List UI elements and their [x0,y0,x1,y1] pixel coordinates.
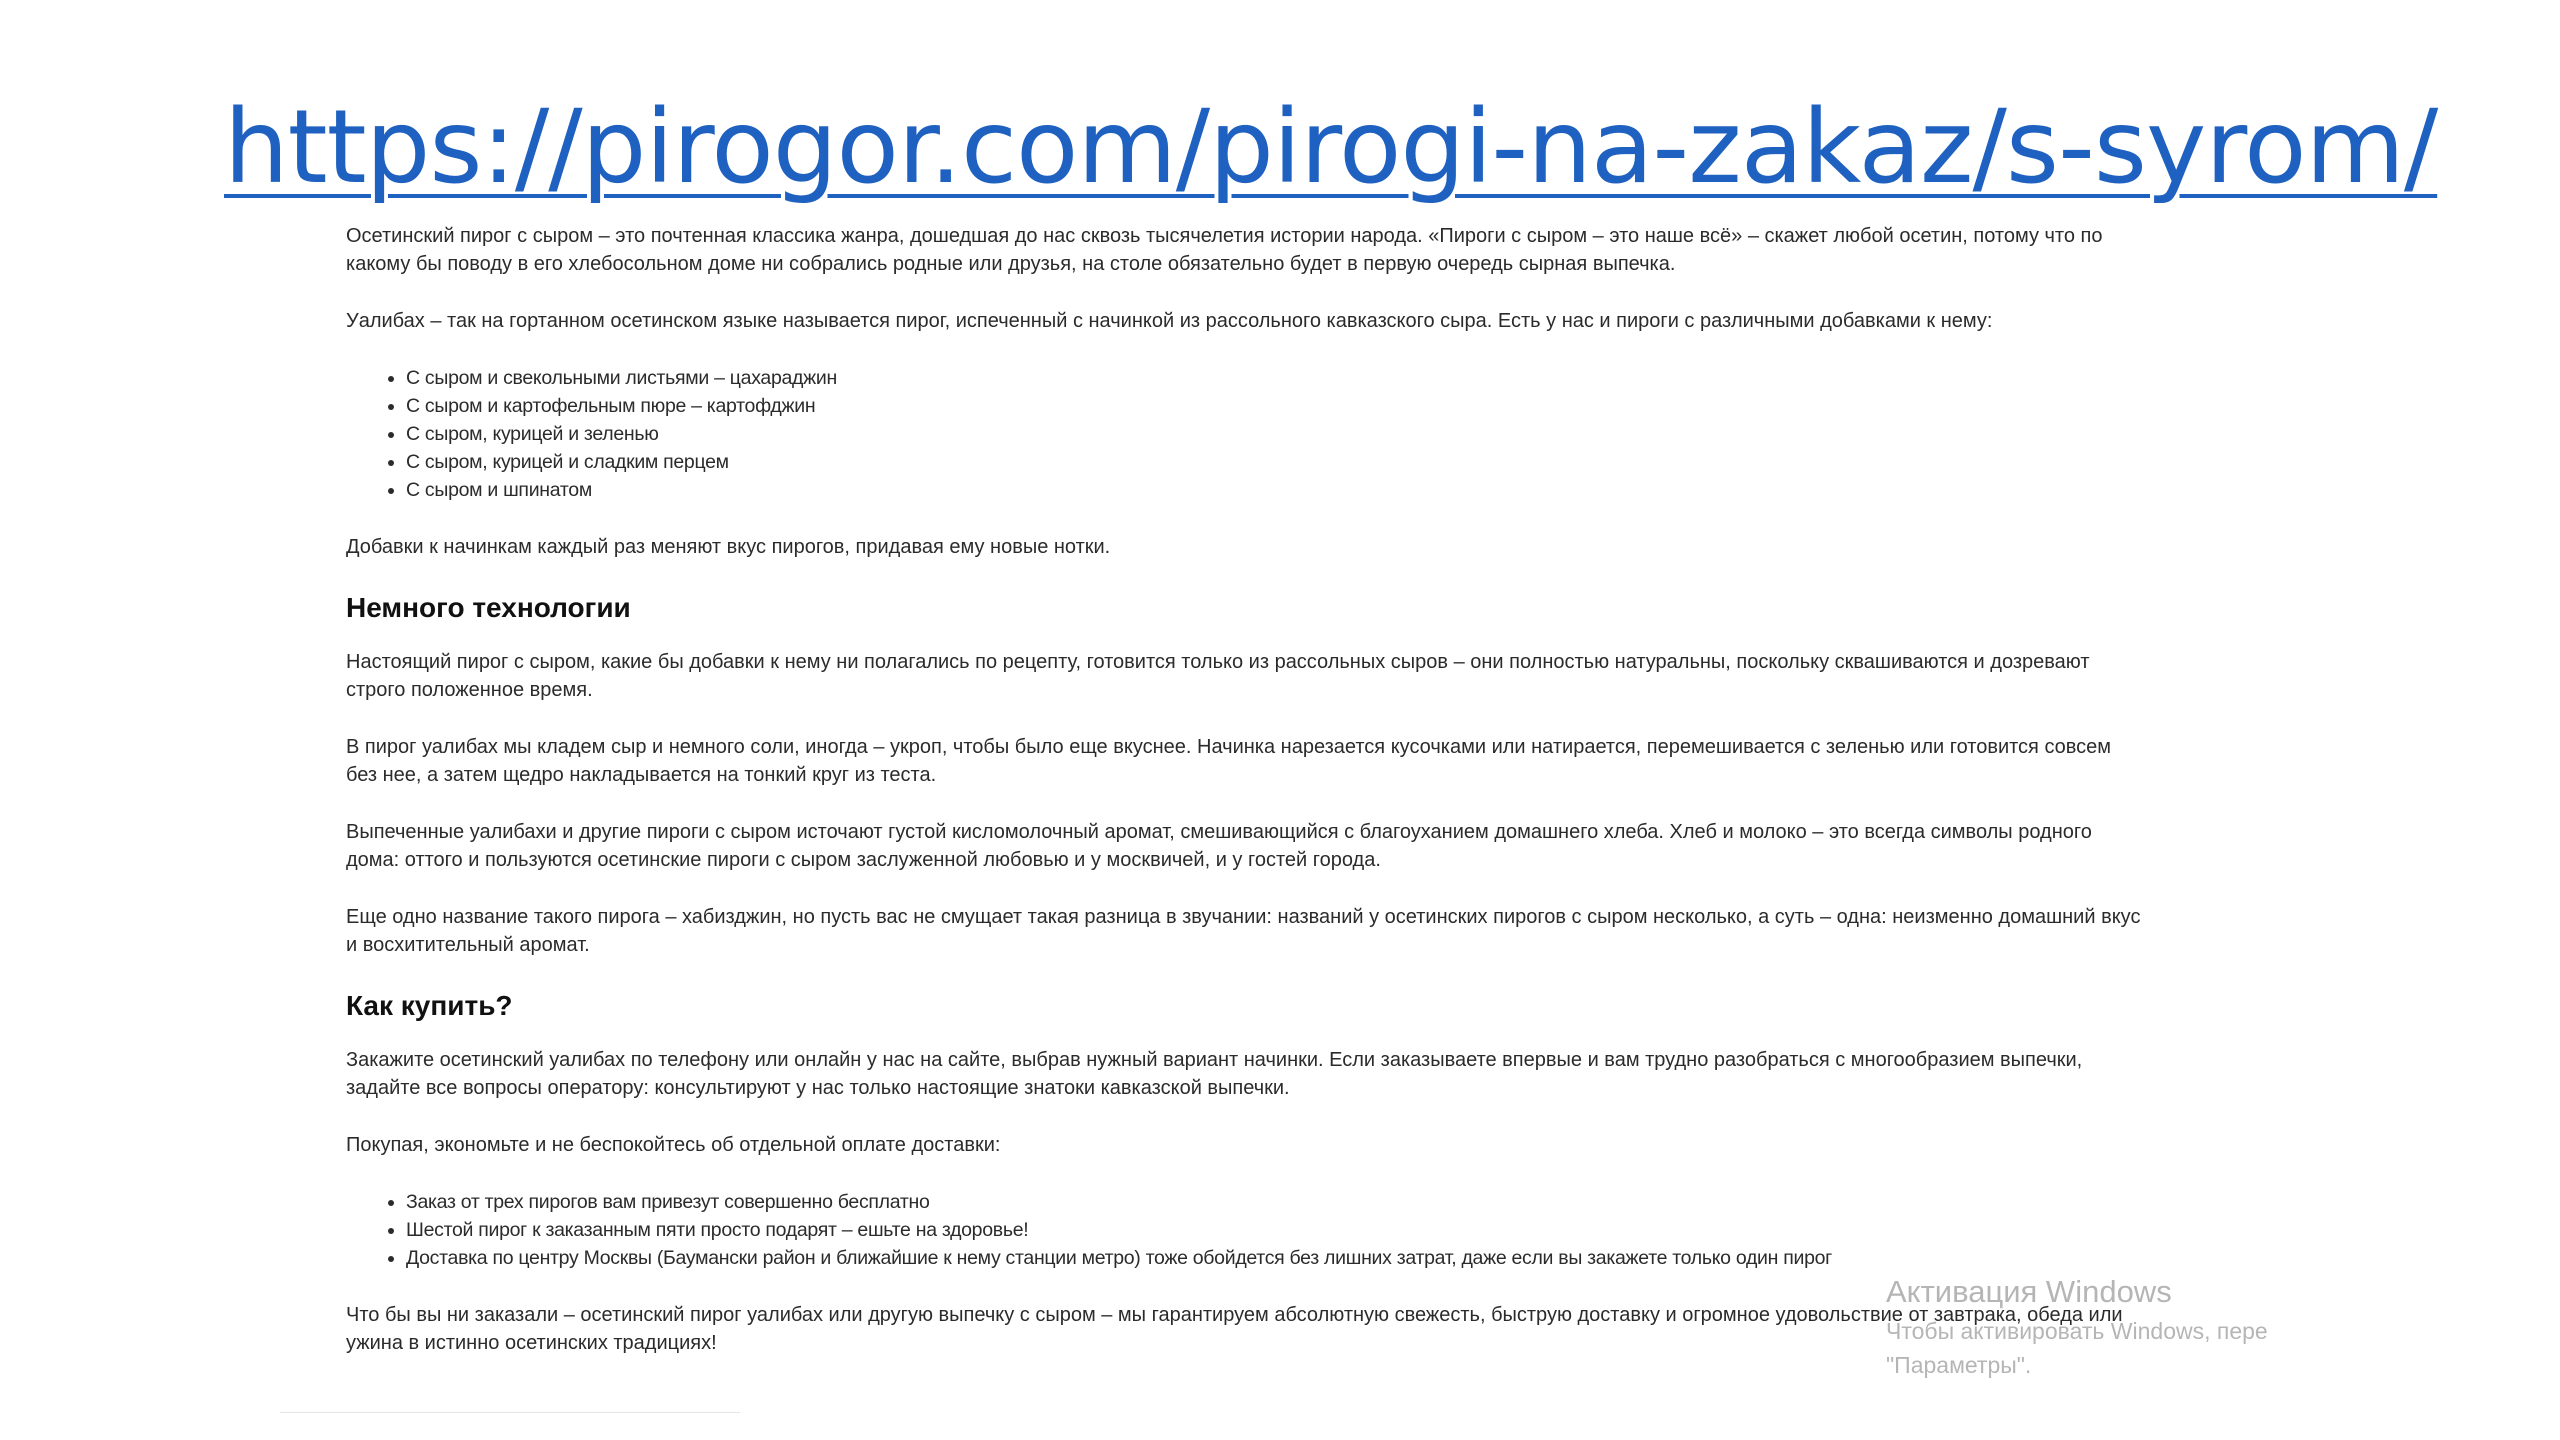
paragraph-filling: В пирог уалибах мы кладем сыр и немного соли, иногда – укроп, чтобы было еще вкуснее. Начинка нарезается кусочками или натирается, перемешивается с зеленью или готовится совсем без нее, а затем щедро накладывается на тонкий круг из теста. [346,736,2112,786]
list-item: • С сыром, курицей и зеленью [406,420,2146,448]
watermark-line-2: "Параметры". [1886,1352,2032,1378]
paragraph-delivery-intro: Покупая, экономьте и не беспокойтесь об отдельной оплате доставки: [346,1134,1001,1156]
heading-how-to-buy: Как купить? [346,990,513,1021]
paragraph-aroma: Выпеченные уалибахи и другие пироги с сыром источают густой кисломолочный аромат, смешивающийся с благоуханием домашнего хлеба. Хлеб и молоко – это всегда символы родного дома: оттого и пользуются осетинские пироги с сыром заслуженной любовью и у москвичей, и у гостей города. [346,821,2092,871]
heading-technology: Немного технологии [346,592,631,623]
list-item: • Доставка по центру Москвы (Баумански район и ближайшие к нему станции метро) тоже обойдется без лишних затрат, даже если вы закажете только один пирог [406,1244,2146,1272]
list-item: • Шестой пирог к заказанным пяти просто подарят – ешьте на здоровье! [406,1216,2146,1244]
paragraph-intro: Осетинский пирог с сыром – это почтенная классика жанра, дошедшая до нас сквозь тысячелетия истории народа. «Пироги с сыром – это наше всё» – скажет любой осетин, потому что по какому бы поводу в его хлебосольном доме ни собрались родные или друзья, на столе обязательно будет в первую очередь сырная выпечка. [346,225,2103,275]
list-item: • С сыром и картофельным пюре – картофджин [406,392,2146,420]
paragraph-guarantee: Что бы вы ни заказали – осетинский пирог уалибах или другую выпечку с сыром – мы гарантируем абсолютную свежесть, быструю доставку и огромное удовольствие от завтрака, обеда или ужина в истинно осетинских традициях! [346,1304,2123,1354]
watermark-line-1: Чтобы активировать Windows, пере [1886,1318,2268,1344]
paragraph-ualibah: Уалибах – так на гортанном осетинском языке называется пирог, испеченный с начинкой из рассольного кавказского сыра. Есть у нас и пироги с различными добавками к нему: [346,310,1993,332]
page-url-link[interactable]: https://pirogor.com/pirogi-na-zakaz/s-syrom/ [224,88,2438,207]
watermark-title: Активация Windows [1886,1274,2172,1309]
paragraph-order: Закажите осетинский уалибах по телефону или онлайн у нас на сайте, выбрав нужный вариант начинки. Если заказываете впервые и вам трудно разобраться с многообразием выпечки, задайте все вопросы оператору: консультируют у нас только настоящие знатоки кавказской выпечки. [346,1049,2083,1099]
divider [280,1412,740,1413]
delivery-list [346,1188,2146,1272]
fillings-list [346,364,2146,504]
list-item: • С сыром и шпинатом [406,476,2146,504]
list-item: • С сыром и свекольными листьями – цахараджин [406,364,2146,392]
list-item: • Заказ от трех пирогов вам привезут совершенно бесплатно [406,1188,2146,1216]
list-item: • С сыром, курицей и сладким перцем [406,448,2146,476]
paragraph-cheese: Настоящий пирог с сыром, какие бы добавки к нему ни полагались по рецепту, готовится только из рассольных сыров – они полностью натуральны, поскольку сквашиваются и дозревают строго положенное время. [346,651,2090,701]
paragraph-habizdzhin: Еще одно название такого пирога – хабизджин, но пусть вас не смущает такая разница в звучании: названий у осетинских пирогов с сыром несколько, а суть – одна: неизменно домашний вкус и восхитительный аромат. [346,906,2141,956]
paragraph-additives: Добавки к начинкам каждый раз меняют вкус пирогов, придавая ему новые нотки. [346,536,1111,558]
article-body [346,222,2146,1386]
